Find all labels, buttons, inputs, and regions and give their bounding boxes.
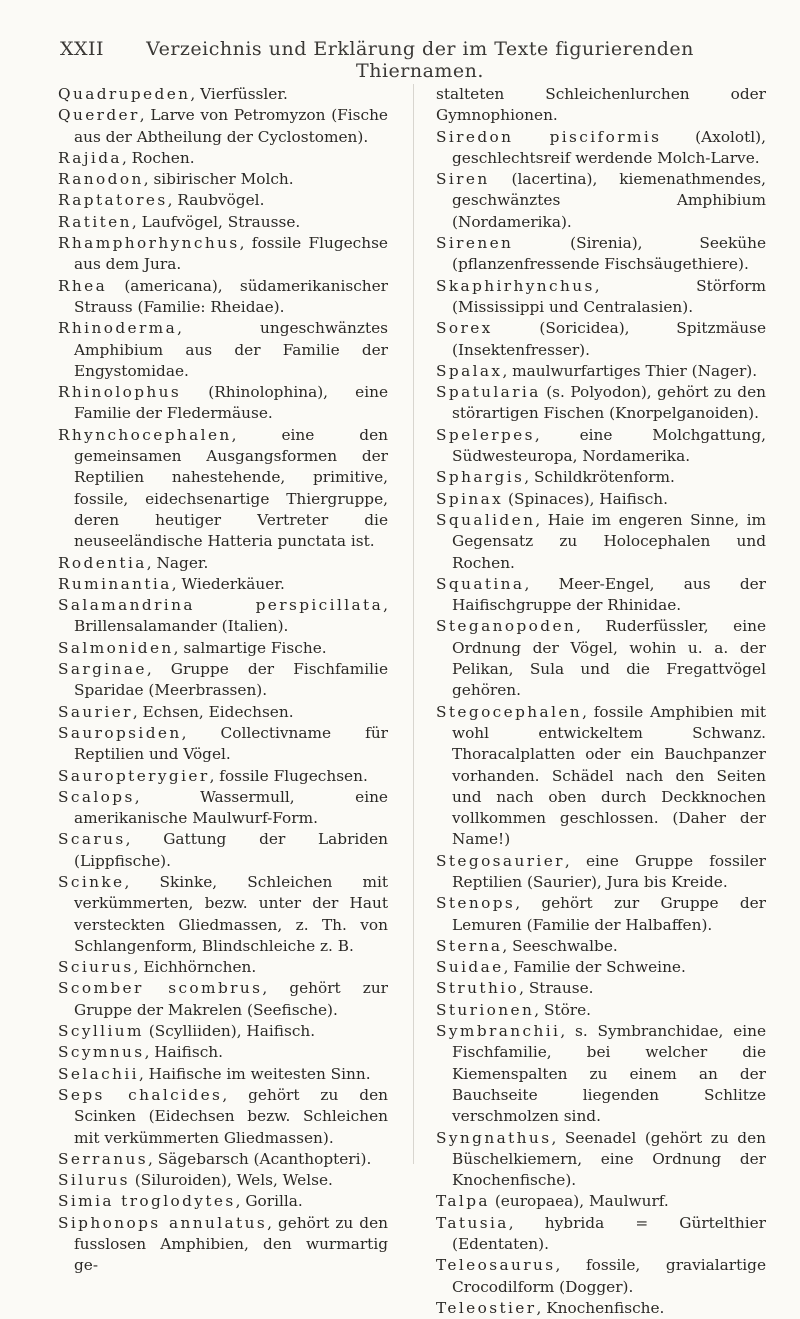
index-entry (58, 276, 388, 319)
index-entry (58, 1021, 388, 1042)
entry-text: (Scylliiden), Haifisch. (143, 1022, 316, 1041)
index-entry (58, 595, 388, 638)
index-entry (58, 425, 388, 553)
index-entry (58, 105, 388, 148)
index-entry (436, 361, 766, 382)
entry-text: , Gruppe der Fischfamilie Sparidae (Meerbrassen). (74, 660, 388, 700)
entry-term: Spalax (436, 361, 503, 380)
entry-text: , Skinke, Schleichen mit verkümmerten, bezw. unter der Haut versteckten Gliedmassen, z. Th. von Schlangenform, Blindschleiche z. B. (74, 872, 388, 955)
index-entry (436, 851, 766, 894)
entry-text: , Meer-Engel, aus der Haifischgruppe der Rhinidae. (452, 574, 766, 615)
index-entry (58, 1213, 388, 1277)
entry-text: , gehört zur Gruppe der Makrelen (Seefische). (74, 979, 388, 1019)
index-entry (58, 702, 388, 723)
entry-text: , ungeschwänztes Amphibium aus der Familie der Engystomidae. (74, 319, 388, 380)
entry-text: , s. Symbranchidae, eine Fischfamilie, bei welcher die Kiemenspalten zu einem an der Bauchseite liegenden Schlitze verschmolzen sind. (452, 1022, 766, 1126)
entry-term: Ratiten (58, 212, 132, 231)
entry-text: , eine Molchgattung, Südwesteuropa, Nordamerika. (452, 425, 766, 466)
index-entry (436, 1128, 766, 1192)
index-entry (436, 978, 766, 999)
index-entry (58, 723, 388, 766)
entry-term: Sorex (436, 319, 493, 338)
entry-term: Syngnathus (436, 1128, 552, 1147)
entry-term: Ranodon (58, 170, 144, 189)
entry-text: , Eichhörnchen. (133, 958, 257, 977)
index-entry (58, 233, 388, 276)
entry-term: Saurier (58, 702, 133, 721)
index-entry (436, 893, 766, 936)
entry-term: Scinke (58, 872, 125, 891)
entry-text: (Sirenia), Seekühe (pflanzenfressende Fischsäugethiere). (452, 234, 766, 274)
entry-text: , Haie im engeren Sinne, im Gegensatz zu Holocephalen und Rochen. (452, 510, 766, 572)
entry-text: , fossile, gravialartige Crocodilform (Dogger). (452, 1256, 766, 1296)
entry-text: , hybrida = Gürtelthier (Edentaten). (452, 1213, 766, 1254)
index-entry (58, 638, 388, 659)
index-entry (58, 553, 388, 574)
left-column (58, 84, 388, 1277)
entry-term: Sterna (436, 936, 503, 955)
entry-text: , eine Gruppe fossiler Reptilien (Saurier), Jura bis Kreide. (452, 851, 766, 891)
entry-term: Symbranchii (436, 1022, 561, 1041)
index-entry (58, 318, 388, 382)
entry-text: , maulwurfartiges Thier (Nager). (502, 361, 758, 380)
index-entry (58, 766, 388, 787)
index-entry (58, 978, 388, 1021)
page-number: XXII (60, 38, 105, 60)
entry-text: (europaea), Maulwurf. (489, 1192, 669, 1211)
entry-term: Suidae (436, 958, 504, 977)
entry-text: , eine den gemeinsamen Ausgangsformen der Reptilien nahestehende, primitive, fossile, eidechsenartige Thiergruppe, deren heutiger Vertreter die neuseeländische Hatteria punctata ist. (74, 425, 388, 551)
index-entry (58, 659, 388, 702)
entry-term: Rhea (58, 276, 108, 295)
index-entry (436, 1191, 766, 1212)
entry-term: Sirenen (436, 234, 514, 253)
entry-text: , fossile Amphibien mit wohl entwickeltem Schwanz. Thoracalplatten oder ein Bauchpanzer vorhanden. Schädel nach den Seiten und nach oben durch Deckknochen vollkommen geschlossen. (Daher der Name!) (452, 702, 766, 849)
entry-text: (Spinaces), Haifisch. (503, 489, 668, 508)
index-entry (436, 318, 766, 361)
entry-text: , Gattung der Labriden (Lippfische). (74, 830, 388, 870)
entry-text: (americana), südamerikanischer Strauss (Familie: Rheidae). (74, 276, 388, 316)
index-entry (436, 702, 766, 851)
index-entry (58, 84, 388, 105)
index-entry (58, 382, 388, 425)
entry-term: Siren (436, 170, 490, 189)
entry-term: Scalops (58, 787, 135, 806)
entry-text: (s. Polyodon), gehört zu den störartigen Fischen (Knorpelganoiden). (452, 383, 766, 423)
entry-text: , Störform (Mississippi und Centralasien). (452, 276, 766, 316)
index-entry (436, 936, 766, 957)
entry-text: (Rhinolophina), eine Familie der Fledermäuse. (74, 383, 388, 423)
index-entry (436, 84, 766, 127)
index-entry (58, 1170, 388, 1191)
index-entry (436, 616, 766, 701)
entry-term: Stegosaurier (436, 851, 565, 870)
entry-text: , Ruderfüssler, eine Ordnung der Vögel, wohin u. a. der Pelikan, Sula und die Fregattvögel gehören. (452, 617, 766, 700)
index-entry (436, 1298, 766, 1319)
index-entry (58, 872, 388, 957)
index-entry (436, 957, 766, 978)
entry-text: , Seeschwalbe. (502, 936, 618, 955)
entry-term: Serranus (58, 1149, 149, 1168)
entry-term: Tatusia (436, 1213, 509, 1232)
entry-text: , fossile Flugechsen. (209, 766, 368, 785)
entry-term: Struthio (436, 979, 520, 998)
index-entry (58, 787, 388, 830)
index-entry (436, 1000, 766, 1021)
entry-text: , Brillensalamander (Italien). (74, 596, 388, 636)
entry-term: Spinax (436, 489, 504, 508)
entry-term: Stenops (436, 894, 516, 913)
entry-term: Quadrupeden (58, 85, 191, 103)
page-header (60, 38, 760, 82)
index-entry (58, 148, 388, 169)
entry-text: , Sägebarsch (Acanthopteri). (148, 1149, 372, 1168)
index-entry (58, 1042, 388, 1063)
entry-text: , Familie der Schweine. (503, 958, 686, 977)
entry-text: , Haifische im weitesten Sinn. (138, 1064, 371, 1083)
entry-term: Scyllium (58, 1022, 144, 1041)
entry-text: , Haifisch. (144, 1043, 223, 1062)
entry-term: Ruminantia (58, 574, 172, 593)
entry-text: , Raubvögel. (167, 191, 265, 210)
index-entry (436, 276, 766, 319)
index-entry (58, 1064, 388, 1085)
entry-term: Selachii (58, 1064, 139, 1083)
entry-term: Sauropsiden (58, 723, 182, 742)
index-entry (58, 957, 388, 978)
entry-text: , Vierfüssler. (190, 85, 288, 103)
entry-text: , gehört zu den Scinken (Eidechsen bezw. Schleichen mit verkümmerten Gliedmassen). (74, 1085, 388, 1147)
entry-term: Teleosaurus (436, 1256, 556, 1275)
entry-term: Scymnus (58, 1043, 145, 1062)
index-entry (58, 1149, 388, 1170)
index-entry (58, 190, 388, 211)
entry-text: , Larve von Petromyzon (Fische aus der Abtheilung der Cyclostomen). (74, 106, 388, 146)
column-divider (413, 84, 414, 1164)
entry-term: Sarginae (58, 660, 147, 679)
entry-term: Rhinoderma (58, 319, 178, 338)
entry-text: , fossile Flugechse aus dem Jura. (74, 234, 388, 274)
index-entry (436, 382, 766, 425)
entry-text: (Axolotl), geschlechtsreif werdende Molch-Larve. (452, 127, 767, 167)
entry-text: , Wassermull, eine amerikanische Maulwurf-Form. (74, 787, 388, 828)
entry-term: Salamandrina perspicillata (58, 596, 384, 615)
entry-term: Rhinolophus (58, 383, 182, 402)
index-entry (436, 467, 766, 488)
entry-text: , Rochen. (121, 148, 195, 167)
entry-term: Raptatores (58, 191, 168, 210)
entry-text: , sibirischer Molch. (143, 170, 294, 189)
index-entry (58, 1191, 388, 1212)
index-entry (436, 1255, 766, 1298)
index-entry (436, 169, 766, 233)
entry-term: Scarus (58, 830, 126, 849)
index-entry (436, 425, 766, 468)
entry-text: , Wiederkäuer. (171, 574, 285, 593)
index-entry (58, 574, 388, 595)
entry-term: Simia troglodytes (58, 1192, 236, 1211)
entry-text: , Laufvögel, Strausse. (131, 212, 301, 231)
index-entry (436, 1213, 766, 1256)
entry-term: Spatularia (436, 383, 541, 402)
entry-text: , Strause. (519, 979, 594, 998)
entry-term: Sauropterygier (58, 766, 210, 785)
entry-text: , Störe. (534, 1000, 592, 1019)
index-entry (58, 1085, 388, 1149)
entry-text: , Echsen, Eidechsen. (132, 702, 294, 721)
entry-term: Siphonops annulatus (58, 1213, 268, 1232)
entry-term: Rodentia (58, 553, 147, 572)
entry-text: , Seenadel (gehört zu den Büschelkiemern, eine Ordnung der Knochenfische). (452, 1128, 766, 1190)
index-entry (436, 233, 766, 276)
entry-text: stalteten Schleichenlurchen oder Gymnophionen. (436, 85, 766, 125)
index-entry (436, 489, 766, 510)
index-entry (436, 127, 766, 170)
entry-text: , Schildkrötenform. (524, 468, 675, 487)
entry-text: (Siluroiden), Wels, Welse. (129, 1171, 333, 1190)
entry-term: Seps chalcides (58, 1085, 223, 1104)
entry-term: Silurus (58, 1171, 130, 1190)
entry-term: Spelerpes (436, 425, 535, 444)
entry-term: Sciurus (58, 958, 134, 977)
entry-text: , gehört zur Gruppe der Lemuren (Familie der Halbaffen). (452, 894, 766, 934)
index-entry (436, 574, 766, 617)
entry-text: , Gorilla. (235, 1192, 303, 1211)
entry-term: Siredon pisciformis (436, 127, 662, 146)
page-title: Verzeichnis und Erklärung der im Texte figurierenden Thiernamen. (146, 38, 694, 82)
entry-term: Sturionen (436, 1000, 535, 1019)
entry-text: , Knochenfische. (536, 1298, 665, 1317)
entry-text: (Soricidea), Spitzmäuse (Insektenfresser). (452, 319, 766, 359)
entry-term: Rajida (58, 148, 122, 167)
entry-term: Squaliden (436, 510, 536, 529)
entry-term: Talpa (436, 1192, 490, 1211)
entry-term: Teleostier (436, 1298, 537, 1317)
entry-text: , gehört zu den fusslosen Amphibien, den wurmartig ge- (74, 1213, 388, 1275)
index-entry (58, 212, 388, 233)
index-entry (436, 1021, 766, 1127)
entry-term: Salmoniden (58, 638, 174, 657)
right-column (436, 84, 766, 1319)
entry-term: Querder (58, 106, 140, 125)
entry-term: Rhynchocephalen (58, 425, 232, 444)
entry-term: Squatina (436, 574, 525, 593)
index-entry (436, 510, 766, 574)
entry-term: Rhamphorhynchus (58, 234, 240, 253)
index-entry (58, 169, 388, 190)
entry-text: , salmartige Fische. (173, 638, 327, 657)
entry-text: (lacertina), kiemenathmendes, geschwänztes Amphibium (Nordamerika). (452, 170, 766, 231)
entry-term: Skaphirhynchus (436, 276, 595, 295)
entry-text: , Collectivname für Reptilien und Vögel. (74, 723, 388, 764)
entry-text: , Nager. (146, 553, 209, 572)
index-entry (58, 829, 388, 872)
entry-term: Sphargis (436, 468, 525, 487)
entry-term: Scomber scombrus (58, 979, 263, 998)
entry-term: Steganopoden (436, 617, 577, 636)
entry-term: Stegocephalen (436, 702, 583, 721)
